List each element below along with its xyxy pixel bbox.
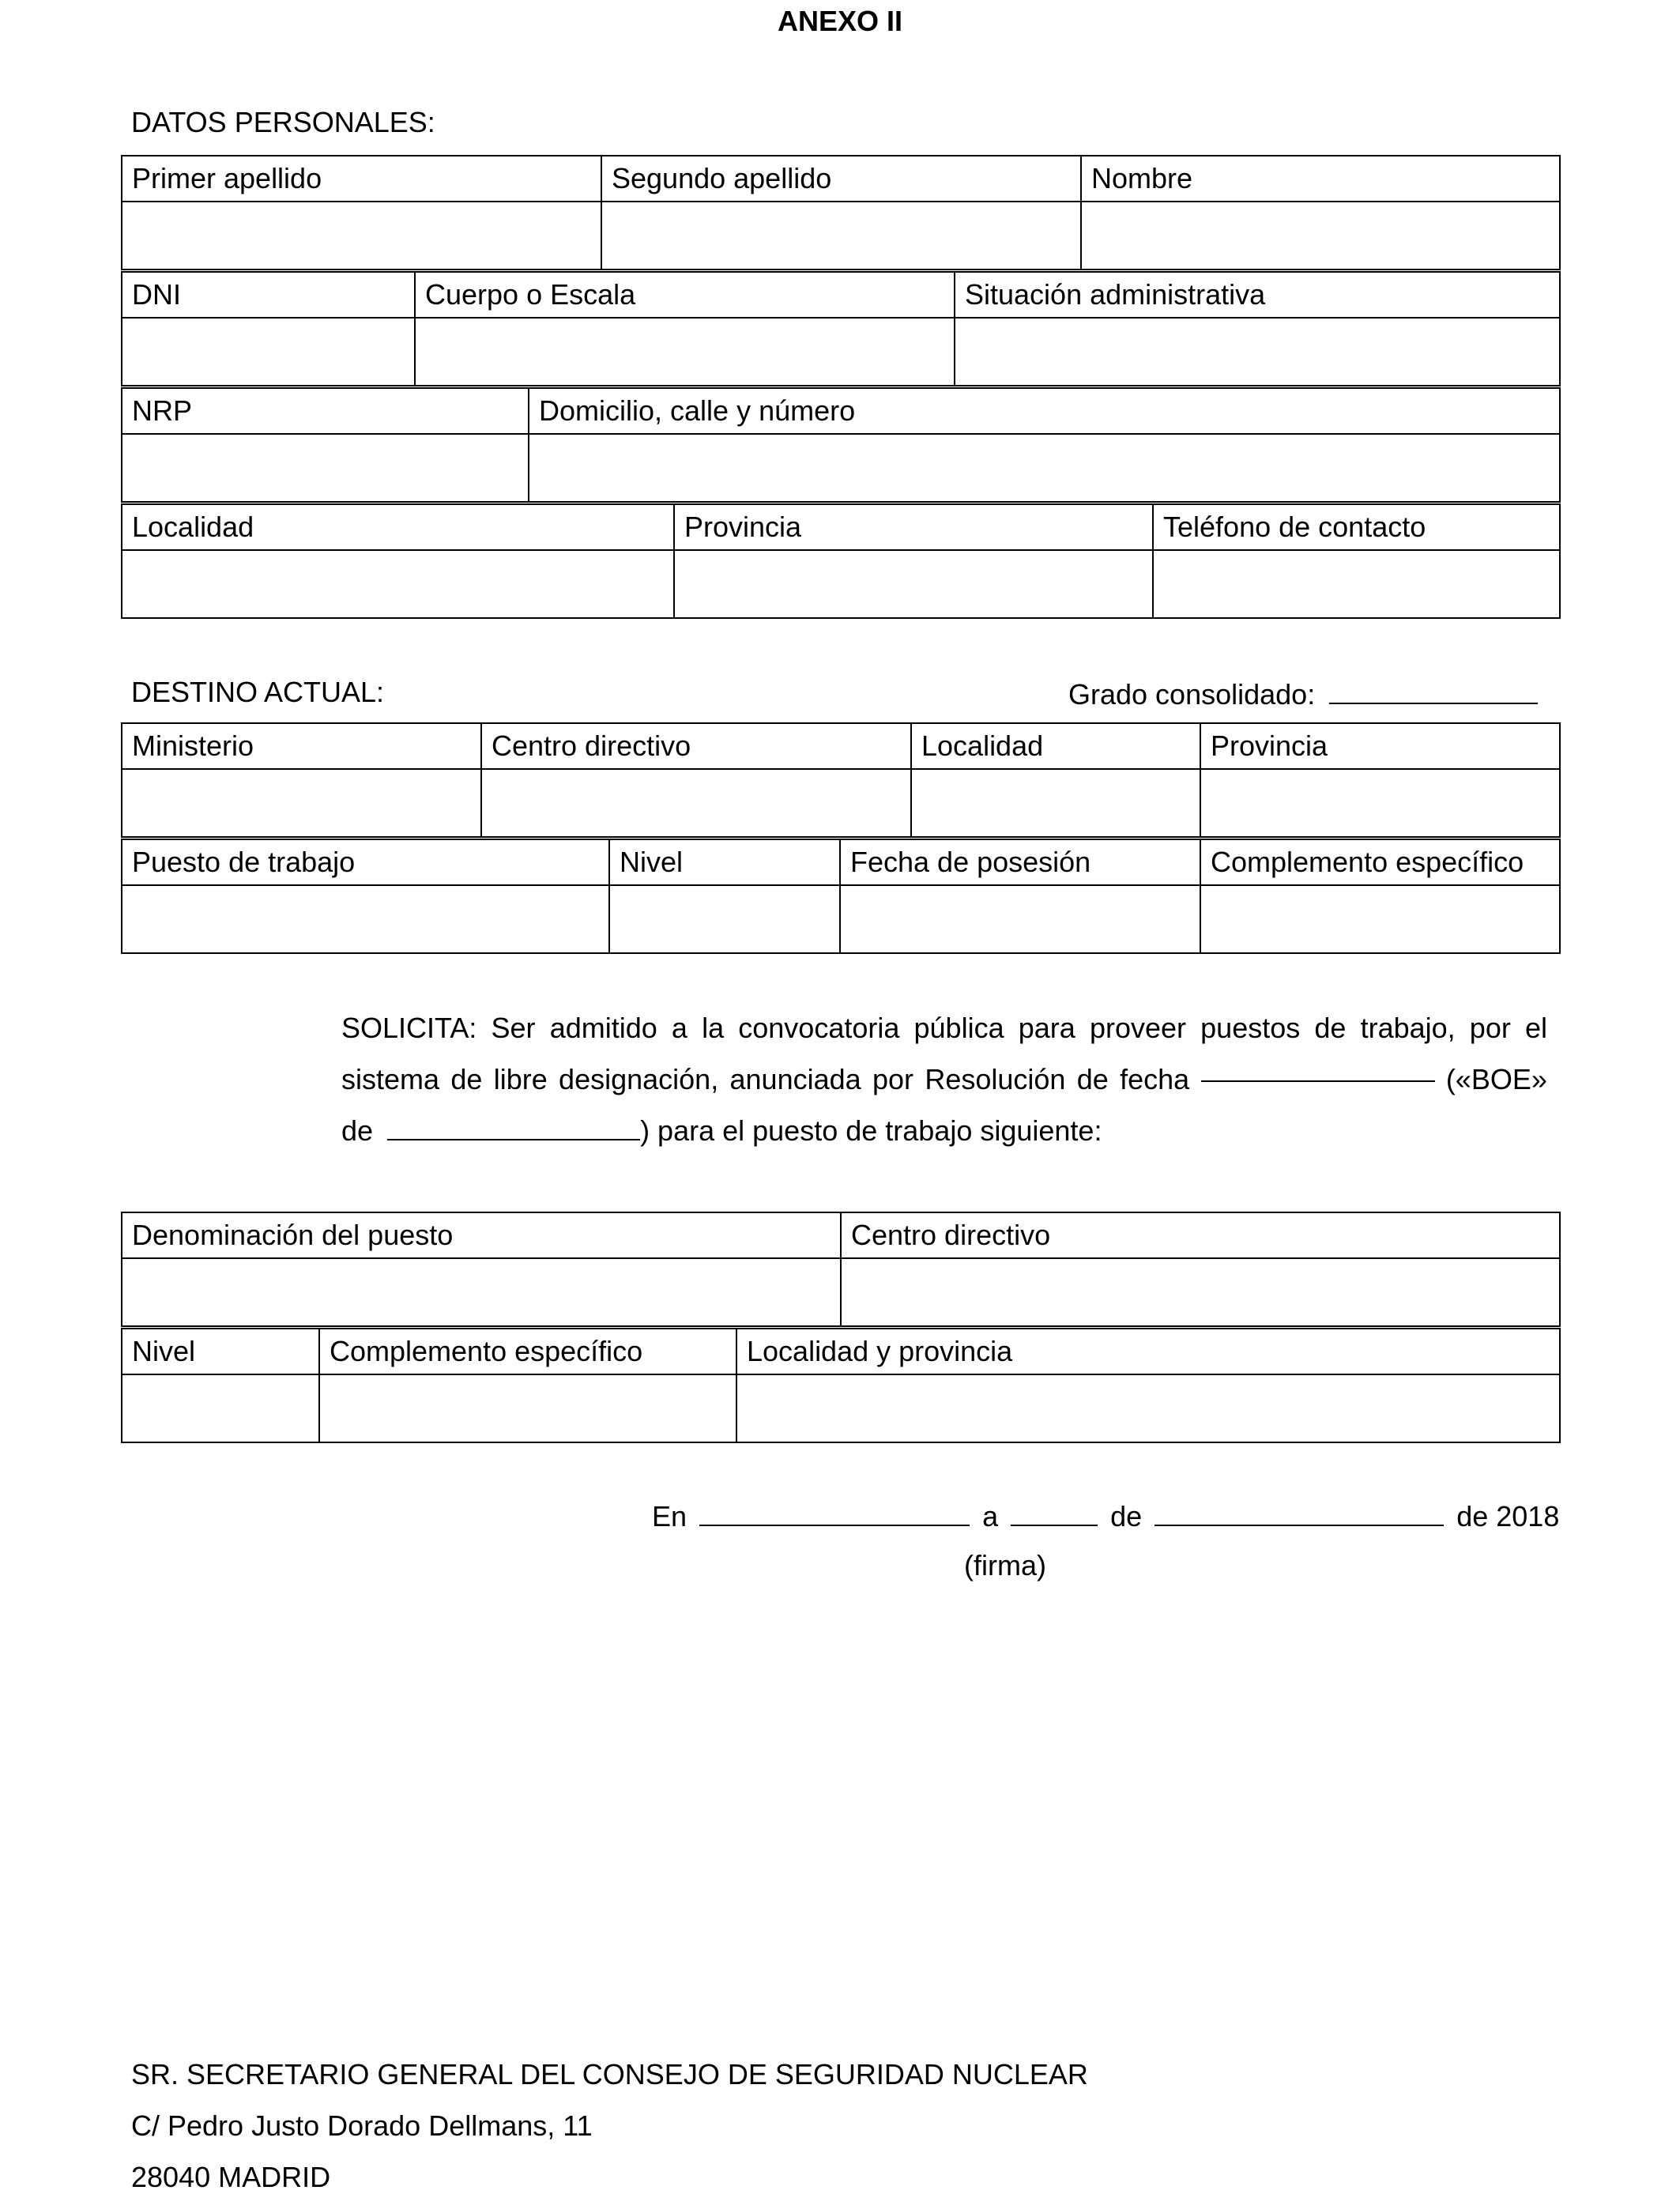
label-puesto-trabajo: Puesto de trabajo (122, 839, 609, 885)
label-segundo-apellido: Segundo apellido (601, 156, 1081, 202)
word: por (1469, 1012, 1511, 1044)
datos-personales-table-row2 (121, 271, 1561, 386)
label-puesto-centro-directivo: Centro directivo (841, 1212, 1560, 1258)
label-complemento-especifico: Complemento específico (1200, 839, 1560, 885)
label-fecha-posesion: Fecha de posesión (840, 839, 1200, 885)
grado-consolidado-label: Grado consolidado: (1068, 678, 1316, 711)
fecha-en-label: En (652, 1500, 687, 1532)
word: a (671, 1012, 687, 1044)
field-puesto-nivel[interactable] (122, 1374, 319, 1442)
field-situacion-administrativa[interactable] (955, 318, 1560, 386)
word: de (450, 1063, 483, 1095)
solicita-line-1 (341, 1002, 1547, 1054)
puesto-table-row1 (121, 1212, 1561, 1327)
field-cuerpo-escala[interactable] (415, 318, 955, 386)
solicita-line-2 (341, 1054, 1547, 1105)
label-nivel: Nivel (609, 839, 840, 885)
word: pública (913, 1012, 1004, 1044)
field-nombre[interactable] (1081, 202, 1560, 270)
field-segundo-apellido[interactable] (601, 202, 1081, 270)
field-nrp[interactable] (122, 434, 529, 502)
word: ) para el puesto de trabajo siguiente: (640, 1114, 1102, 1147)
word: SOLICITA: (341, 1012, 477, 1044)
label-centro-directivo: Centro directivo (481, 723, 911, 769)
destino-actual-table-row1 (121, 722, 1561, 838)
label-provincia: Provincia (674, 504, 1153, 550)
label-puesto-nivel: Nivel (122, 1329, 319, 1374)
label-nombre: Nombre (1081, 156, 1560, 202)
word: («BOE» (1445, 1063, 1547, 1095)
word: libre (493, 1063, 548, 1095)
fecha-lugar-blank[interactable] (699, 1498, 970, 1526)
field-ministerio[interactable] (122, 769, 481, 837)
label-cuerpo-escala: Cuerpo o Escala (415, 272, 955, 318)
fecha-de-label: de (1110, 1500, 1143, 1532)
datos-personales-table-row4 (121, 503, 1561, 619)
word: la (702, 1012, 725, 1044)
destinatario-line-2: C/ Pedro Justo Dorado Dellmans, 11 (131, 2109, 593, 2142)
label-puesto-complemento: Complemento específico (319, 1329, 736, 1374)
destinatario-line-3: 28040 MADRID (131, 2161, 331, 2193)
field-provincia[interactable] (674, 550, 1153, 618)
label-puesto-localidad-provincia: Localidad y provincia (736, 1329, 1560, 1374)
field-telefono-contacto[interactable] (1153, 550, 1560, 618)
field-primer-apellido[interactable] (122, 202, 601, 270)
word: puestos (1200, 1012, 1301, 1044)
label-localidad: Localidad (122, 504, 674, 550)
solicita-line-3 (341, 1105, 1547, 1156)
fecha-dia-blank[interactable] (1011, 1498, 1098, 1526)
field-denominacion-puesto[interactable] (122, 1258, 841, 1326)
label-destino-provincia: Provincia (1200, 723, 1560, 769)
field-destino-provincia[interactable] (1200, 769, 1560, 837)
resolucion-fecha-blank[interactable] (1201, 1054, 1435, 1082)
field-localidad[interactable] (122, 550, 674, 618)
word: de (1314, 1012, 1347, 1044)
destinatario-line-1: SR. SECRETARIO GENERAL DEL CONSEJO DE SEGURIDAD NUCLEAR (131, 2058, 1088, 2090)
field-puesto-trabajo[interactable] (122, 885, 609, 953)
label-nrp: NRP (122, 388, 529, 434)
grado-consolidado (1068, 676, 1538, 711)
field-puesto-localidad-provincia[interactable] (736, 1374, 1560, 1442)
word: Resolución (925, 1063, 1066, 1095)
word: convocatoria (738, 1012, 900, 1044)
field-centro-directivo[interactable] (481, 769, 911, 837)
field-puesto-centro-directivo[interactable] (841, 1258, 1560, 1326)
word: Ser (491, 1012, 536, 1044)
word: designación, (559, 1063, 719, 1095)
firma-label: (firma) (964, 1549, 1046, 1581)
word: de (341, 1114, 374, 1147)
word: de (1076, 1063, 1109, 1095)
field-complemento-especifico[interactable] (1200, 885, 1560, 953)
word: por (872, 1063, 914, 1095)
datos-personales-table-row1 (121, 155, 1561, 270)
word: trabajo, (1360, 1012, 1456, 1044)
field-destino-localidad[interactable] (911, 769, 1200, 837)
field-nivel[interactable] (609, 885, 840, 953)
label-telefono-contacto: Teléfono de contacto (1153, 504, 1560, 550)
datos-personales-table-row3 (121, 387, 1561, 503)
word: anunciada (729, 1063, 861, 1095)
solicita-paragraph (341, 1002, 1547, 1156)
label-domicilio: Domicilio, calle y número (529, 388, 1560, 434)
fecha-a-label: a (982, 1500, 999, 1532)
boe-fecha-blank[interactable] (387, 1112, 640, 1140)
datos-personales-heading: DATOS PERSONALES: (131, 106, 435, 138)
field-puesto-complemento[interactable] (319, 1374, 736, 1442)
label-denominacion-puesto: Denominación del puesto (122, 1212, 841, 1258)
word: fecha (1120, 1063, 1190, 1095)
fecha-mes-blank[interactable] (1155, 1498, 1444, 1526)
word: el (1524, 1012, 1547, 1044)
field-domicilio[interactable] (529, 434, 1560, 502)
fecha-line (652, 1498, 1559, 1533)
word: proveer (1089, 1012, 1187, 1044)
label-primer-apellido: Primer apellido (122, 156, 601, 202)
word: para (1018, 1012, 1075, 1044)
grado-consolidado-blank[interactable] (1329, 676, 1538, 704)
label-situacion-administrativa: Situación administrativa (955, 272, 1560, 318)
word: admitido (549, 1012, 657, 1044)
destino-actual-table-row2 (121, 839, 1561, 954)
label-ministerio: Ministerio (122, 723, 481, 769)
page-title: ANEXO II (777, 5, 903, 37)
label-dni: DNI (122, 272, 415, 318)
fecha-year-label: de 2018 (1456, 1500, 1560, 1532)
field-dni[interactable] (122, 318, 415, 386)
destino-actual-heading: DESTINO ACTUAL: (131, 676, 385, 708)
field-fecha-posesion[interactable] (840, 885, 1200, 953)
label-destino-localidad: Localidad (911, 723, 1200, 769)
puesto-table-row2 (121, 1328, 1561, 1443)
word: sistema (341, 1063, 440, 1095)
